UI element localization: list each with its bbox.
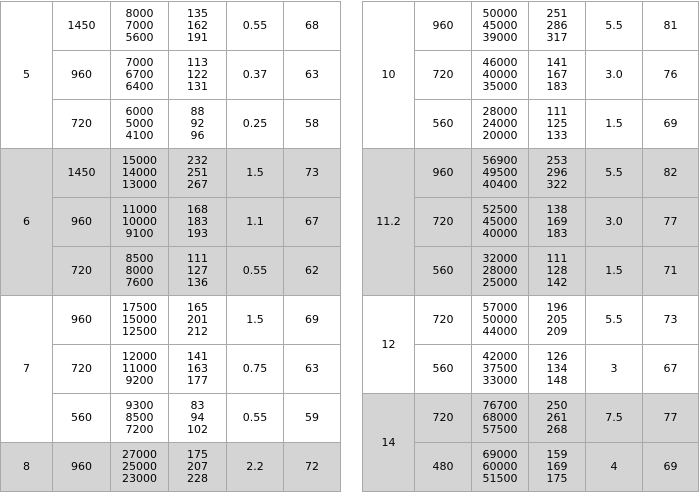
cell-value: 32000 bbox=[482, 252, 518, 265]
cell-value: 209 bbox=[546, 325, 568, 338]
cell-value: 15000 bbox=[122, 154, 157, 167]
flow-values-cell bbox=[472, 51, 529, 100]
pressure-values-cell bbox=[169, 149, 227, 198]
cell-value: 163 bbox=[187, 362, 208, 375]
cell-value: 23000 bbox=[122, 472, 157, 485]
flow-values-cell bbox=[111, 247, 169, 296]
cell-value: 92 bbox=[190, 117, 205, 130]
cell-value: 169 bbox=[546, 215, 568, 228]
last-value-cell: 77 bbox=[643, 198, 699, 247]
cell-value: 5600 bbox=[125, 31, 154, 44]
cell-value: 267 bbox=[187, 178, 208, 191]
cell-value: 127 bbox=[187, 264, 208, 277]
group-label-cell: 11.2 bbox=[363, 149, 415, 296]
speed-cell: 960 bbox=[53, 443, 111, 492]
cell-value: 177 bbox=[187, 374, 208, 387]
pressure-values-cell bbox=[169, 345, 227, 394]
cell-value: 296 bbox=[546, 166, 568, 179]
cell-value: 135 bbox=[187, 7, 208, 20]
power-cell: 3.0 bbox=[586, 51, 643, 100]
pressure-values-cell bbox=[529, 100, 586, 149]
cell-value: 175 bbox=[546, 472, 568, 485]
cell-value: 261 bbox=[546, 411, 568, 424]
cell-value: 102 bbox=[187, 423, 208, 436]
power-cell: 3 bbox=[586, 345, 643, 394]
cell-value: 50000 bbox=[482, 7, 518, 20]
flow-values-cell bbox=[472, 2, 529, 51]
flow-values-cell bbox=[111, 100, 169, 149]
last-value-cell: 63 bbox=[284, 51, 341, 100]
cell-value: 52500 bbox=[482, 203, 518, 216]
flow-values-cell bbox=[472, 100, 529, 149]
power-cell: 0.25 bbox=[227, 100, 284, 149]
power-cell: 1.1 bbox=[227, 198, 284, 247]
speed-cell: 960 bbox=[53, 198, 111, 247]
cell-value: 40000 bbox=[482, 68, 518, 81]
last-value-cell: 69 bbox=[643, 443, 699, 492]
cell-value: 126 bbox=[546, 350, 568, 363]
speed-cell: 560 bbox=[415, 345, 472, 394]
power-cell: 1.5 bbox=[586, 100, 643, 149]
cell-value: 141 bbox=[546, 56, 568, 69]
left-table-body bbox=[1, 2, 341, 492]
flow-values-cell bbox=[472, 296, 529, 345]
cell-value: 45000 bbox=[482, 215, 518, 228]
flow-values-cell bbox=[472, 345, 529, 394]
power-cell: 5.5 bbox=[586, 149, 643, 198]
speed-cell: 960 bbox=[53, 296, 111, 345]
last-value-cell: 68 bbox=[284, 2, 341, 51]
pressure-values-cell bbox=[529, 51, 586, 100]
pressure-values-cell bbox=[529, 247, 586, 296]
cell-value: 76700 bbox=[482, 399, 518, 412]
cell-value: 232 bbox=[187, 154, 208, 167]
cell-value: 83 bbox=[190, 399, 205, 412]
last-value-cell: 69 bbox=[284, 296, 341, 345]
speed-cell: 960 bbox=[415, 149, 472, 198]
cell-value: 125 bbox=[546, 117, 568, 130]
last-value-cell: 72 bbox=[284, 443, 341, 492]
cell-value: 94 bbox=[190, 411, 205, 424]
last-value-cell: 58 bbox=[284, 100, 341, 149]
cell-value: 25000 bbox=[482, 276, 518, 289]
cell-value: 69000 bbox=[482, 448, 518, 461]
cell-value: 12000 bbox=[122, 350, 157, 363]
cell-value: 201 bbox=[187, 313, 208, 326]
speed-cell: 480 bbox=[415, 443, 472, 492]
cell-value: 40400 bbox=[482, 178, 518, 191]
group-label-cell: 12 bbox=[363, 296, 415, 394]
table-row bbox=[363, 394, 699, 443]
cell-value: 12500 bbox=[122, 325, 157, 338]
power-cell: 7.5 bbox=[586, 394, 643, 443]
cell-value: 6700 bbox=[125, 68, 154, 81]
cell-value: 15000 bbox=[122, 313, 157, 326]
cell-value: 20000 bbox=[482, 129, 518, 142]
left-data-table bbox=[0, 1, 341, 492]
cell-value: 122 bbox=[187, 68, 208, 81]
last-value-cell: 82 bbox=[643, 149, 699, 198]
last-value-cell: 59 bbox=[284, 394, 341, 443]
cell-value: 9300 bbox=[125, 399, 154, 412]
power-cell: 1.5 bbox=[586, 247, 643, 296]
power-cell: 0.75 bbox=[227, 345, 284, 394]
pressure-values-cell bbox=[529, 149, 586, 198]
right-table-body bbox=[363, 2, 699, 492]
pressure-values-cell bbox=[529, 198, 586, 247]
speed-cell: 720 bbox=[53, 247, 111, 296]
speed-cell: 720 bbox=[415, 198, 472, 247]
power-cell: 0.37 bbox=[227, 51, 284, 100]
power-cell: 1.5 bbox=[227, 296, 284, 345]
power-cell: 2.2 bbox=[227, 443, 284, 492]
cell-value: 133 bbox=[546, 129, 568, 142]
flow-values-cell bbox=[111, 345, 169, 394]
power-cell: 3.0 bbox=[586, 198, 643, 247]
speed-cell: 720 bbox=[415, 394, 472, 443]
cell-value: 96 bbox=[190, 129, 205, 142]
pressure-values-cell bbox=[169, 198, 227, 247]
table-row bbox=[1, 296, 341, 345]
power-cell: 0.55 bbox=[227, 394, 284, 443]
cell-value: 4100 bbox=[125, 129, 154, 142]
cell-value: 207 bbox=[187, 460, 208, 473]
cell-value: 45000 bbox=[482, 19, 518, 32]
cell-value: 134 bbox=[546, 362, 568, 375]
cell-value: 205 bbox=[546, 313, 568, 326]
cell-value: 7600 bbox=[125, 276, 154, 289]
cell-value: 57500 bbox=[482, 423, 518, 436]
flow-values-cell bbox=[472, 394, 529, 443]
flow-values-cell bbox=[472, 443, 529, 492]
table-row bbox=[363, 296, 699, 345]
cell-value: 212 bbox=[187, 325, 208, 338]
pressure-values-cell bbox=[529, 443, 586, 492]
cell-value: 33000 bbox=[482, 374, 518, 387]
flow-values-cell bbox=[111, 51, 169, 100]
power-cell: 5.5 bbox=[586, 296, 643, 345]
cell-value: 51500 bbox=[482, 472, 518, 485]
last-value-cell: 62 bbox=[284, 247, 341, 296]
cell-value: 60000 bbox=[482, 460, 518, 473]
pressure-values-cell bbox=[529, 2, 586, 51]
cell-value: 6000 bbox=[125, 105, 154, 118]
cell-value: 14000 bbox=[122, 166, 157, 179]
pressure-values-cell bbox=[169, 51, 227, 100]
cell-value: 28000 bbox=[482, 264, 518, 277]
table-row bbox=[363, 2, 699, 51]
cell-value: 111 bbox=[546, 252, 568, 265]
last-value-cell: 77 bbox=[643, 394, 699, 443]
cell-value: 50000 bbox=[482, 313, 518, 326]
cell-value: 268 bbox=[546, 423, 568, 436]
cell-value: 8000 bbox=[125, 264, 154, 277]
speed-cell: 1450 bbox=[53, 2, 111, 51]
flow-values-cell bbox=[111, 149, 169, 198]
cell-value: 111 bbox=[546, 105, 568, 118]
last-value-cell: 81 bbox=[643, 2, 699, 51]
cell-value: 113 bbox=[187, 56, 208, 69]
cell-value: 169 bbox=[546, 460, 568, 473]
cell-value: 8500 bbox=[125, 252, 154, 265]
cell-value: 183 bbox=[187, 215, 208, 228]
cell-value: 136 bbox=[187, 276, 208, 289]
power-cell: 4 bbox=[586, 443, 643, 492]
last-value-cell: 76 bbox=[643, 51, 699, 100]
cell-value: 42000 bbox=[482, 350, 518, 363]
cell-value: 142 bbox=[546, 276, 568, 289]
cell-value: 7000 bbox=[125, 19, 154, 32]
pressure-values-cell bbox=[529, 296, 586, 345]
cell-value: 35000 bbox=[482, 80, 518, 93]
pressure-values-cell bbox=[169, 443, 227, 492]
cell-value: 28000 bbox=[482, 105, 518, 118]
cell-value: 250 bbox=[546, 399, 568, 412]
cell-value: 167 bbox=[546, 68, 568, 81]
cell-value: 7000 bbox=[125, 56, 154, 69]
cell-value: 40000 bbox=[482, 227, 518, 240]
power-cell: 1.5 bbox=[227, 149, 284, 198]
cell-value: 7200 bbox=[125, 423, 154, 436]
cell-value: 17500 bbox=[122, 301, 157, 314]
pressure-values-cell bbox=[169, 2, 227, 51]
flow-values-cell bbox=[111, 443, 169, 492]
last-value-cell: 63 bbox=[284, 345, 341, 394]
speed-cell: 560 bbox=[53, 394, 111, 443]
cell-value: 57000 bbox=[482, 301, 518, 314]
pressure-values-cell bbox=[529, 394, 586, 443]
cell-value: 5000 bbox=[125, 117, 154, 130]
cell-value: 68000 bbox=[482, 411, 518, 424]
speed-cell: 560 bbox=[415, 100, 472, 149]
cell-value: 162 bbox=[187, 19, 208, 32]
cell-value: 183 bbox=[546, 227, 568, 240]
power-cell: 0.55 bbox=[227, 2, 284, 51]
cell-value: 9200 bbox=[125, 374, 154, 387]
last-value-cell: 67 bbox=[643, 345, 699, 394]
last-value-cell: 71 bbox=[643, 247, 699, 296]
cell-value: 25000 bbox=[122, 460, 157, 473]
table-row bbox=[1, 443, 341, 492]
cell-value: 322 bbox=[546, 178, 568, 191]
flow-values-cell bbox=[111, 2, 169, 51]
pressure-values-cell bbox=[169, 100, 227, 149]
table-row bbox=[1, 149, 341, 198]
group-label-cell: 10 bbox=[363, 2, 415, 149]
speed-cell: 1450 bbox=[53, 149, 111, 198]
pressure-values-cell bbox=[169, 394, 227, 443]
cell-value: 165 bbox=[187, 301, 208, 314]
cell-value: 317 bbox=[546, 31, 568, 44]
cell-value: 44000 bbox=[482, 325, 518, 338]
table-row bbox=[363, 149, 699, 198]
pressure-values-cell bbox=[529, 345, 586, 394]
cell-value: 88 bbox=[190, 105, 205, 118]
cell-value: 56900 bbox=[482, 154, 518, 167]
cell-value: 131 bbox=[187, 80, 208, 93]
cell-value: 11000 bbox=[122, 362, 157, 375]
group-label-cell: 8 bbox=[1, 443, 53, 492]
last-value-cell: 69 bbox=[643, 100, 699, 149]
cell-value: 49500 bbox=[482, 166, 518, 179]
right-data-table bbox=[362, 1, 699, 492]
flow-values-cell bbox=[111, 394, 169, 443]
cell-value: 286 bbox=[546, 19, 568, 32]
cell-value: 6400 bbox=[125, 80, 154, 93]
cell-value: 148 bbox=[546, 374, 568, 387]
last-value-cell: 67 bbox=[284, 198, 341, 247]
cell-value: 8000 bbox=[125, 7, 154, 20]
group-label-cell: 5 bbox=[1, 2, 53, 149]
group-label-cell: 7 bbox=[1, 296, 53, 443]
power-cell: 0.55 bbox=[227, 247, 284, 296]
speed-cell: 960 bbox=[53, 51, 111, 100]
cell-value: 159 bbox=[546, 448, 568, 461]
pressure-values-cell bbox=[169, 296, 227, 345]
cell-value: 27000 bbox=[122, 448, 157, 461]
cell-value: 191 bbox=[187, 31, 208, 44]
cell-value: 9100 bbox=[125, 227, 154, 240]
cell-value: 141 bbox=[187, 350, 208, 363]
flow-values-cell bbox=[472, 149, 529, 198]
last-value-cell: 73 bbox=[284, 149, 341, 198]
cell-value: 10000 bbox=[122, 215, 157, 228]
speed-cell: 720 bbox=[415, 296, 472, 345]
cell-value: 111 bbox=[187, 252, 208, 265]
cell-value: 13000 bbox=[122, 178, 157, 191]
cell-value: 39000 bbox=[482, 31, 518, 44]
cell-value: 24000 bbox=[482, 117, 518, 130]
cell-value: 175 bbox=[187, 448, 208, 461]
cell-value: 251 bbox=[187, 166, 208, 179]
cell-value: 168 bbox=[187, 203, 208, 216]
speed-cell: 960 bbox=[415, 2, 472, 51]
last-value-cell: 73 bbox=[643, 296, 699, 345]
speed-cell: 720 bbox=[415, 51, 472, 100]
cell-value: 183 bbox=[546, 80, 568, 93]
power-cell: 5.5 bbox=[586, 2, 643, 51]
group-label-cell: 14 bbox=[363, 394, 415, 492]
cell-value: 251 bbox=[546, 7, 568, 20]
cell-value: 196 bbox=[546, 301, 568, 314]
cell-value: 138 bbox=[546, 203, 568, 216]
speed-cell: 560 bbox=[415, 247, 472, 296]
cell-value: 37500 bbox=[482, 362, 518, 375]
cell-value: 228 bbox=[187, 472, 208, 485]
table-row bbox=[1, 2, 341, 51]
group-label-cell: 6 bbox=[1, 149, 53, 296]
flow-values-cell bbox=[111, 296, 169, 345]
speed-cell: 720 bbox=[53, 100, 111, 149]
cell-value: 128 bbox=[546, 264, 568, 277]
speed-cell: 720 bbox=[53, 345, 111, 394]
cell-value: 8500 bbox=[125, 411, 154, 424]
flow-values-cell bbox=[472, 247, 529, 296]
cell-value: 46000 bbox=[482, 56, 518, 69]
pressure-values-cell bbox=[169, 247, 227, 296]
flow-values-cell bbox=[472, 198, 529, 247]
cell-value: 11000 bbox=[122, 203, 157, 216]
cell-value: 193 bbox=[187, 227, 208, 240]
flow-values-cell bbox=[111, 198, 169, 247]
cell-value: 253 bbox=[546, 154, 568, 167]
